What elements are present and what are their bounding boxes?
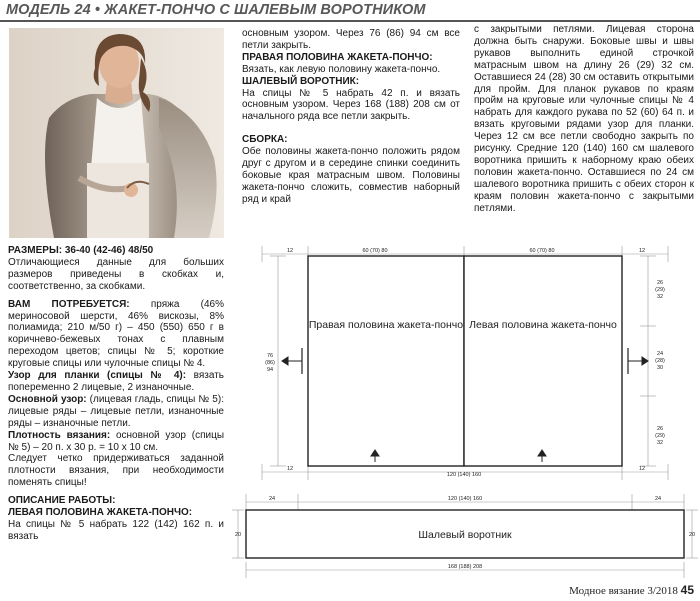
materials-text: пряжа (46% мериносовой шерсти, 46% вискозы, 8% полиамида; 210 м/50 г) – 450 (550) 650 г в коричнево-бежевых тонах с плавным переходом цветов; спицы № 5; короткие круговые спицы или чулочные спицы № 4. [8,298,224,370]
assembly-continued-text: с закрытыми петлями. Лицевая сторона должна быть снаружи. Боковые швы и швы рукавов выполнить единой строчкой матрасным швом на длину 26 (29) 32 см. Оставшиеся 24 (28) 30 см оставить открытыми для пройм. Для планок рукавов по краям пройм на круговые или чулочные спицы № 4 набрать для каждого рукава по 52 (60) 64 п. и вязать круговыми рядами узор для планки. Через 12 см все петли свободно закрыть по рисунку. Средние 120 (140) 160 см шалевого воротника пришить к наборному краю обеих половин жакета-пончо. Оставшиеся по 24 см шалевого воротника пришить с обеих сторон к краям половин жакета-пончо с закрытыми петлями. [474,24,694,214]
collar-dim-left-24: 24 [268,496,276,502]
gauge-heading: Плотность вязания: [8,429,111,441]
magazine-issue: Модное вязание 3/2018 [569,585,678,597]
page-header [0,0,700,22]
assembly-text: Обе половины жакета-пончо положить рядом друг с другом и в середине спинки соединить боковые края матрасным швом. Половины жакета-пончо сложить, совместив наборный ряд и край [242,146,460,205]
dim-height-1: 76 [266,353,274,359]
collar-heading: ШАЛЕВЫЙ ВОРОТНИК: [242,75,360,87]
band-pattern-text: вязать попеременно 2 лицевые, 2 изнаночные. [8,370,224,393]
sizes-heading: РАЗМЕРЫ: 36-40 (42-46) 48/50 [8,245,154,256]
collar-dim-height-right: 20 [688,532,696,538]
left-side-arrow-icon [282,348,302,374]
dim-left-half-width: 60 (70) 80 [529,248,555,254]
collar-dim-total: 168 (188) 208 [447,564,483,570]
collar-text: На спицы № 5 набрать 42 п. и вязать основным узором. Через 168 (188) 208 см от начального ряда все петли закрыть. [242,87,460,123]
dim-top-seam-1: 26 [656,280,664,286]
main-pattern-paragraph [8,394,224,430]
dim-armhole-2: (28) [655,358,665,364]
left-half-text: На спицы № 5 набрать 122 (142) 162 п. и вязать [8,518,224,542]
description-heading: ОПИСАНИЕ РАБОТЫ: [8,495,116,507]
dim-bottom-right-12: 12 [638,466,646,472]
left-half-heading: ЛЕВАЯ ПОЛОВИНА ЖАКЕТА-ПОНЧО: [8,507,193,519]
main-pattern-text: (лицевая гладь, спицы № 5): лицевые ряды – лицевые петли, изнаночные ряды – изнаночные петли. [8,393,224,429]
dim-top-left-12: 12 [286,248,294,254]
right-side-arrow-icon [628,348,648,374]
pattern-schematic [232,240,698,585]
gauge-paragraph [8,430,224,454]
right-half-piece [308,256,464,466]
right-column [474,24,694,215]
page-title: МОДЕЛЬ 24 • ЖАКЕТ-ПОНЧО С ШАЛЕВЫМ ВОРОТНИКОМ [6,2,426,18]
page-footer [569,583,694,597]
dim-top-seam-2: (29) [655,287,665,293]
middle-column [242,28,460,206]
dim-armhole-3: 30 [656,365,664,371]
page-number: 45 [680,583,694,597]
gauge-note: Следует четко придерживаться заданной плотности вязания, при необходимости поменять спицы! [8,453,224,489]
left-column [8,245,224,543]
left-half-piece [464,256,622,466]
collar-dim-height-left: 20 [234,532,242,538]
dim-bottom-left-12: 12 [286,466,294,472]
main-pattern-heading: Основной узор: [8,393,87,405]
collar-dim-mid: 120 (140) 160 [447,496,483,502]
materials-paragraph [8,299,224,370]
band-pattern-heading: Узор для планки (спицы № 4): [8,370,187,382]
continued-text: основным узором. Через 76 (86) 94 см все петли закрыть. [242,28,460,51]
assembly-heading: СБОРКА: [242,134,288,146]
right-half-heading: ПРАВАЯ ПОЛОВИНА ЖАКЕТА-ПОНЧО: [242,51,433,63]
dim-top-right-12: 12 [638,248,646,254]
dim-height-3: 94 [266,367,274,373]
dim-height-2: (86) [265,360,275,366]
dim-top-seam-3: 32 [656,294,664,300]
band-pattern-paragraph [8,370,224,394]
right-half-text: Вязать, как левую половину жакета-пончо. [242,63,441,75]
gauge-text: основной узор (спицы № 5) – 20 п. х 30 р. = 10 х 10 см. [8,429,225,453]
dim-armhole-1: 24 [656,351,664,357]
sizes-text: Отличающиеся данные для больших размеров приведены в скобках и, соответственно, за скобками. [8,256,224,292]
dim-bottom-seam-2: (29) [655,433,665,439]
left-half-label: Левая половина жакета-пончо [469,319,617,331]
dim-right-half-width: 60 (70) 80 [362,248,388,254]
dim-bottom-seam-1: 26 [656,426,664,432]
model-photo [9,28,224,238]
collar-dim-right-24: 24 [654,496,662,502]
materials-heading: ВАМ ПОТРЕБУЕТСЯ: [8,298,130,310]
right-half-label: Правая половина жакета-пончо [308,319,464,331]
dim-total-width: 120 (140) 160 [446,472,482,478]
collar-label: Шалевый воротник [418,529,512,541]
model-photo-image [9,28,224,238]
schematic-svg [232,240,698,585]
dim-bottom-seam-3: 32 [656,440,664,446]
